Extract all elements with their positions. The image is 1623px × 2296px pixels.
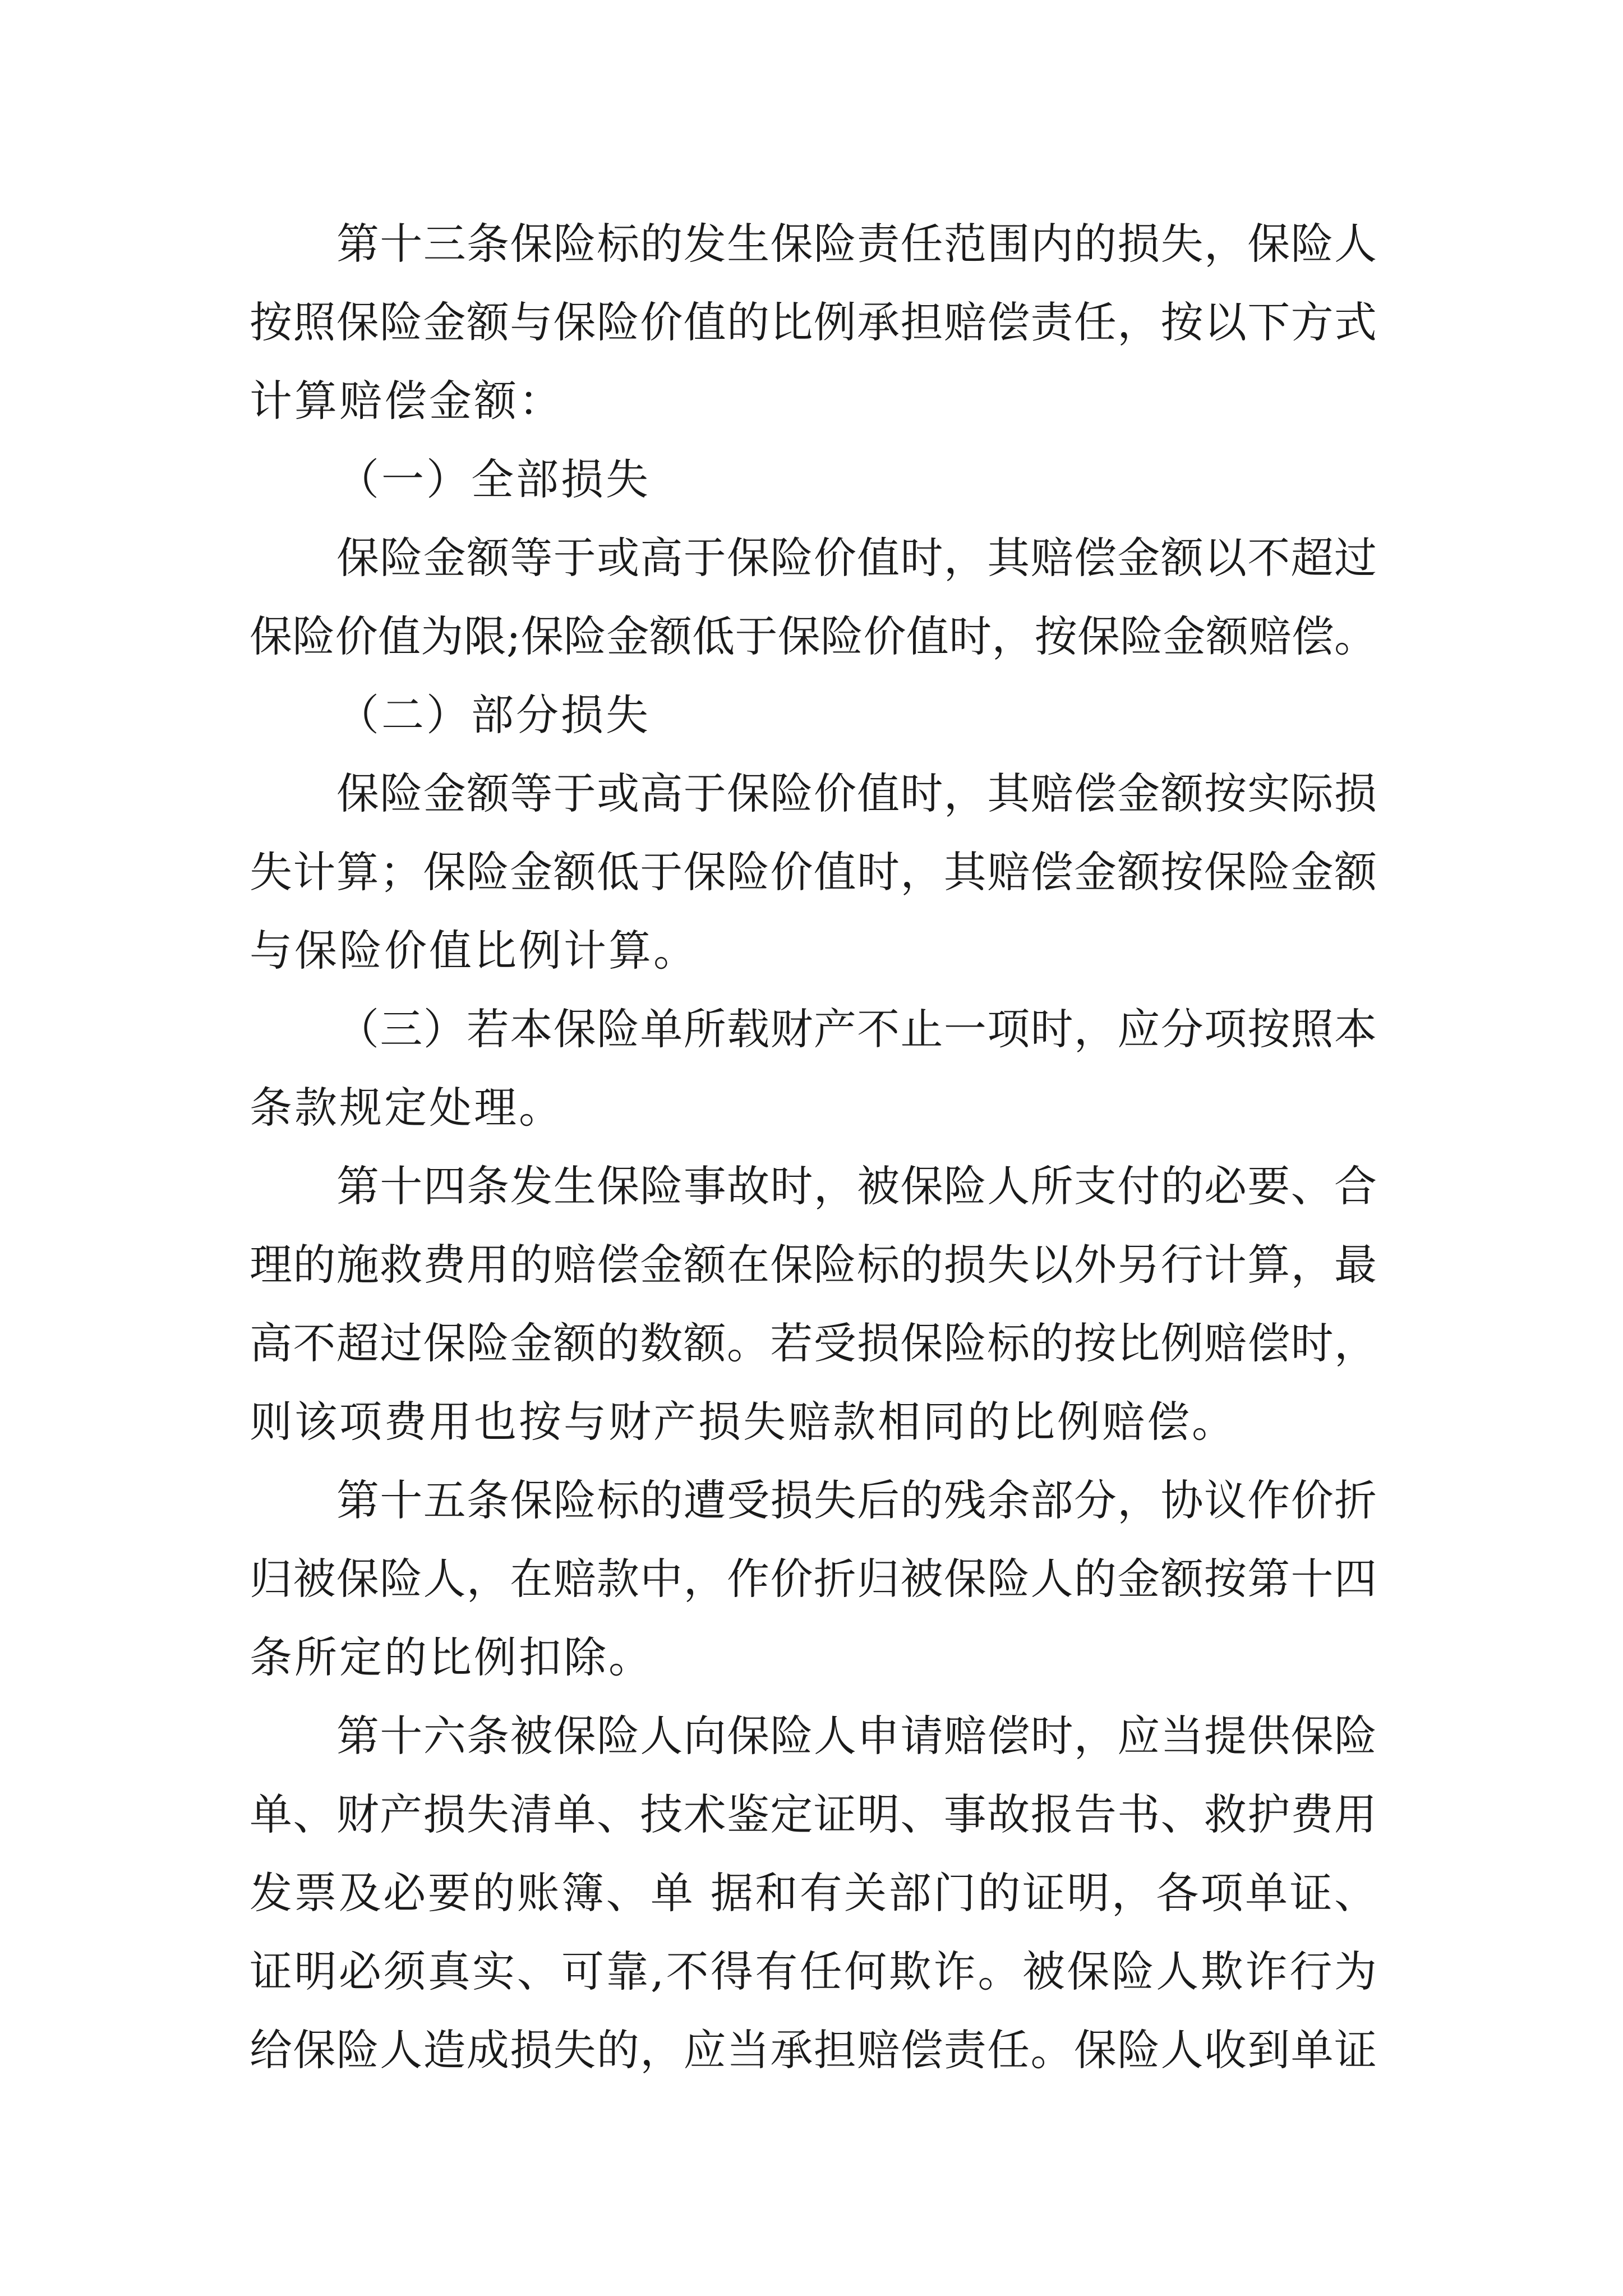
text-line-12: 条款规定处理。: [250, 1083, 564, 1133]
text-line-4: （一）全部损失: [336, 454, 651, 504]
text-line-8: 保险金额等于或高于保险价值时，其赔偿金额按实际损: [336, 769, 1377, 818]
text-line-9: 失计算；保险金额低于保险价值时，其赔偿金额按保险金额: [250, 847, 1377, 897]
text-line-13: 第十四条发生保险事故时，被保险人所支付的必要、合: [336, 1161, 1377, 1211]
text-line-6: 保险价值为限;保险金额低于保险价值时，按保险金额赔偿。: [250, 611, 1377, 661]
text-line-16: 则该项费用也按与财产损失赔款相同的比例赔偿。: [250, 1397, 1237, 1447]
text-line-20: 第十六条被保险人向保险人申请赔偿时，应当提供保险: [336, 1711, 1377, 1761]
text-line-23: 证明必须真实、可靠,不得有任何欺诈。被保险人欺诈行为: [250, 1947, 1377, 1996]
text-line-22: 发票及必要的账簿、单 据和有关部门的证明，各项单证、: [250, 1868, 1377, 1918]
text-line-24: 给保险人造成损失的，应当承担赔偿责任。保险人收到单证: [250, 2025, 1377, 2075]
text-line-19: 条所定的比例扣除。: [250, 1632, 653, 1682]
text-line-21: 单、财产损失清单、技术鉴定证明、事故报告书、救护费用: [250, 1789, 1377, 1839]
text-line-18: 归被保险人，在赔款中，作价折归被保险人的金额按第十四: [250, 1554, 1377, 1604]
text-line-3: 计算赔偿金额：: [250, 376, 564, 426]
text-line-1: 第十三条保险标的发生保险责任范围内的损失，保险人: [336, 219, 1377, 269]
text-line-5: 保险金额等于或高于保险价值时，其赔偿金额以不超过: [336, 533, 1377, 583]
text-line-7: （二）部分损失: [336, 690, 651, 740]
text-line-11: （三）若本保险单所载财产不止一项时，应分项按照本: [336, 1004, 1377, 1054]
text-line-10: 与保险价值比例计算。: [250, 926, 698, 976]
text-line-15: 高不超过保险金额的数额。若受损保险标的按比例赔偿时，: [250, 1318, 1377, 1368]
text-line-17: 第十五条保险标的遭受损失后的残余部分，协议作价折: [336, 1475, 1377, 1525]
text-line-2: 按照保险金额与保险价值的比例承担赔偿责任，按以下方式: [250, 297, 1377, 347]
text-line-14: 理的施救费用的赔偿金额在保险标的损失以外另行计算，最: [250, 1240, 1377, 1290]
